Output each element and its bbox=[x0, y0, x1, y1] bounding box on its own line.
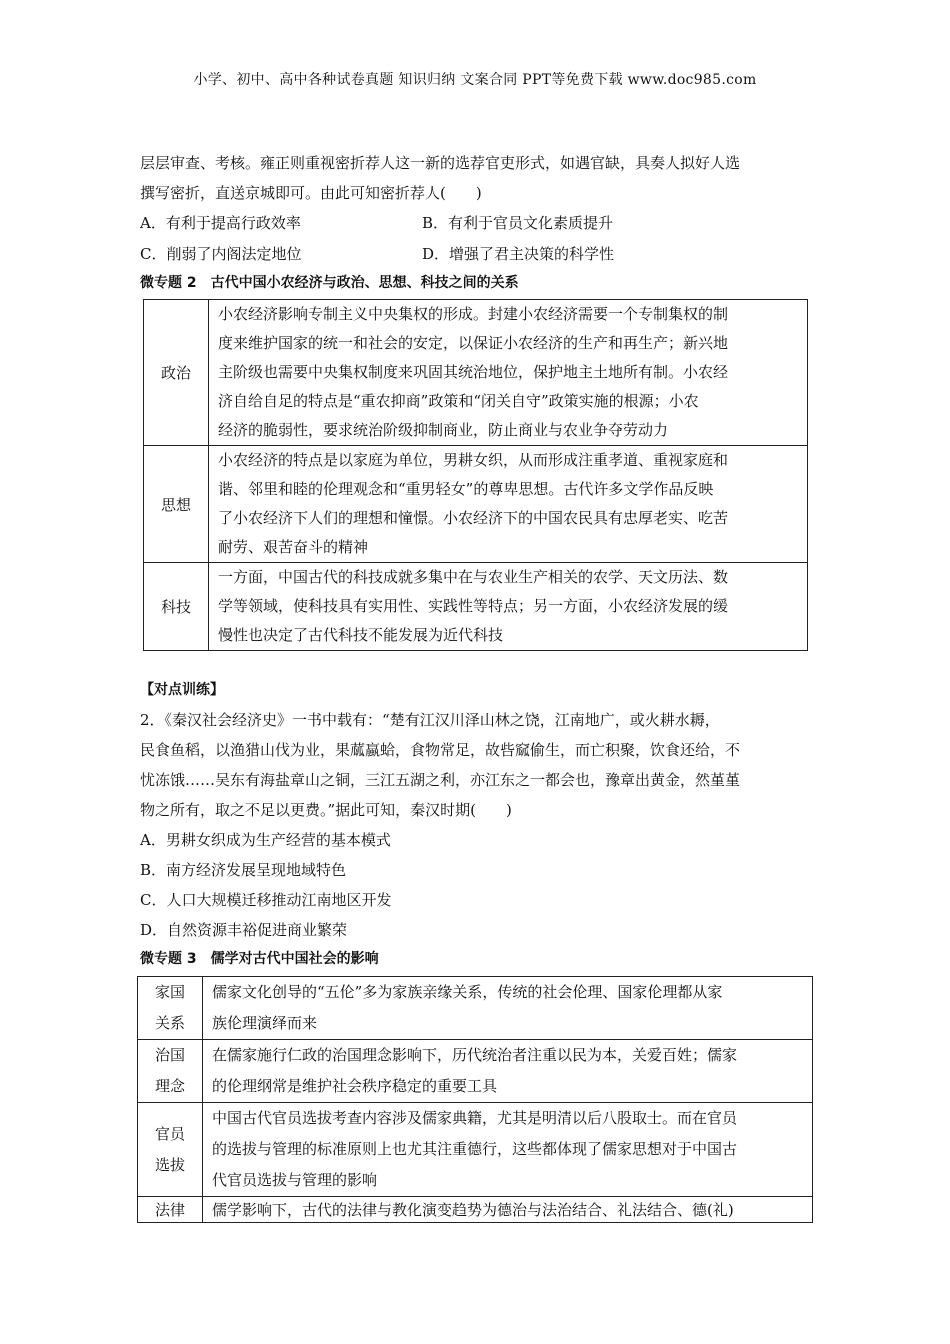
option-b: B．有利于官员文化素质提升 bbox=[422, 214, 614, 232]
row-label bbox=[138, 1103, 203, 1197]
row-line: 谐、邻里和睦的伦理观念和“重男轻女”的尊卑思想。古代许多文学作品反映 bbox=[218, 480, 714, 498]
question-1-line: 撰写密折，直送京城即可。由此可知密折荐人( ) bbox=[140, 184, 482, 202]
option-d: D．增强了君主决策的科学性 bbox=[422, 245, 615, 263]
question-2-line: 2．《秦汉社会经济史》一书中载有：“楚有江汉川泽山林之饶，江南地广，或火耕水耨， bbox=[140, 711, 720, 729]
question-2-line: 物之所有，取之不足以更费。”据此可知，秦汉时期( ) bbox=[140, 801, 512, 819]
row-line: 儒家文化创导的“五伦”多为家族亲缘关系，传统的社会伦理、国家伦理都从家 bbox=[212, 983, 723, 1001]
question-1 bbox=[140, 148, 810, 270]
question-1-options-row bbox=[140, 239, 810, 270]
row-line: 小农经济影响专制主义中央集权的形成。封建小农经济需要一个专制集权的制 bbox=[218, 305, 729, 323]
row-line: 耐劳、艰苦奋斗的精神 bbox=[218, 538, 369, 556]
row-label-line: 官员 bbox=[154, 1124, 185, 1143]
table-row bbox=[138, 1197, 813, 1223]
row-label-line: 理念 bbox=[154, 1077, 185, 1095]
row-label-line: 家国 bbox=[154, 983, 185, 1001]
row-content bbox=[209, 563, 808, 651]
option-a: A．有利于提高行政效率 bbox=[140, 214, 301, 232]
table-row bbox=[138, 1103, 813, 1197]
row-line: 小农经济的特点是以家庭为单位，男耕女织，从而形成注重孝道、重视家庭和 bbox=[218, 451, 729, 469]
row-label: 思想 bbox=[144, 446, 209, 563]
row-content bbox=[209, 300, 808, 446]
table-row bbox=[144, 446, 808, 563]
row-label bbox=[138, 1040, 203, 1103]
topic-3-title: 微专题 3 儒学对古代中国社会的影响 bbox=[140, 951, 379, 967]
row-line: 学等领域，使科技具有实用性、实践性等特点；另一方面，小农经济发展的缓 bbox=[218, 597, 729, 615]
topic-3-table bbox=[137, 976, 813, 1223]
training-section bbox=[140, 675, 810, 945]
row-content bbox=[203, 1103, 813, 1197]
row-label-line: 治国 bbox=[154, 1046, 185, 1064]
row-content bbox=[209, 446, 808, 563]
row-content bbox=[203, 1197, 813, 1223]
row-line: 经济的脆弱性，要求统治阶级抑制商业，防止商业与农业争夺劳动力 bbox=[218, 421, 669, 439]
row-line: 慢性也决定了古代科技不能发展为近代科技 bbox=[218, 626, 504, 644]
row-line: 的伦理纲常是维护社会秩序稳定的重要工具 bbox=[212, 1077, 498, 1095]
table-row bbox=[138, 977, 813, 1040]
row-line: 了小农经济下人们的理想和憧憬。小农经济下的中国农民具有忠厚老实、吃苦 bbox=[218, 509, 729, 527]
row-line: 主阶级也需要中央集权制度来巩固其统治地位，保护地主土地所有制。小农经 bbox=[218, 363, 729, 381]
row-line: 代官员选拔与管理的影响 bbox=[212, 1171, 378, 1189]
option-d: D．自然资源丰裕促进商业繁荣 bbox=[140, 921, 348, 939]
table-row bbox=[138, 1040, 813, 1103]
option-b: B．南方经济发展呈现地域特色 bbox=[140, 861, 347, 879]
question-2-line: 忧冻饿……吴东有海盐章山之铜，三江五湖之利，亦江东之一都会也，豫章出黄金，然堇堇 bbox=[140, 771, 741, 789]
topic-2-table bbox=[143, 299, 808, 651]
option-c: C．削弱了内阁法定地位 bbox=[140, 245, 302, 263]
row-label bbox=[138, 977, 203, 1040]
page-header: 小学、初中、高中各种试卷真题 知识归纳 文案合同 PPT等免费下载 www.doc985.com bbox=[193, 72, 757, 88]
row-line: 度来维护国家的统一和社会的安定，以保证小农经济的生产和再生产；新兴地 bbox=[218, 334, 729, 352]
training-title: 【对点训练】 bbox=[140, 682, 224, 698]
row-line: 在儒家施行仁政的治国理念影响下，历代统治者注重以民为本，关爱百姓；儒家 bbox=[212, 1046, 738, 1064]
row-label: 科技 bbox=[144, 563, 209, 651]
row-label-line: 法律 bbox=[154, 1200, 185, 1219]
row-label: 政治 bbox=[144, 300, 209, 446]
row-label-line: 关系 bbox=[154, 1014, 185, 1032]
row-line: 济自给自足的特点是“重农抑商”政策和“闭关自守”政策实施的根源；小农 bbox=[218, 392, 699, 410]
question-1-line: 层层审查、考核。雍正则重视密折荐人这一新的选荐官吏形式，如遇官缺，具奏人拟好人选 bbox=[140, 154, 741, 172]
row-content bbox=[203, 1040, 813, 1103]
question-2-line: 民食鱼稻，以渔猎山伐为业，果蓏蠃蛤，食物常足，故呰窳偷生，而亡积聚，饮食还给，不 bbox=[140, 741, 741, 759]
row-line: 的选拔与管理的标准原则上也尤其注重德行，这些都体现了儒家思想对于中国古 bbox=[212, 1140, 738, 1158]
row-label-line: 选拔 bbox=[154, 1155, 185, 1174]
row-line: 儒学影响下，古代的法律与教化演变趋势为德治与法治结合、礼法结合、德(礼) bbox=[212, 1200, 734, 1219]
row-content bbox=[203, 977, 813, 1040]
row-line: 中国古代官员选拔考查内容涉及儒家典籍，尤其是明清以后八股取士。而在官员 bbox=[212, 1109, 738, 1127]
table-row bbox=[144, 300, 808, 446]
option-c: C．人口大规模迁移推动江南地区开发 bbox=[140, 891, 392, 909]
row-line: 一方面，中国古代的科技成就多集中在与农业生产相关的农学、天文历法、数 bbox=[218, 568, 729, 586]
table-row bbox=[144, 563, 808, 651]
question-1-options-row bbox=[140, 208, 810, 239]
topic-2-title: 微专题 2 古代中国小农经济与政治、思想、科技之间的关系 bbox=[140, 275, 519, 291]
row-line: 族伦理演绎而来 bbox=[212, 1014, 318, 1032]
row-label bbox=[138, 1197, 203, 1223]
option-a: A．男耕女织成为生产经营的基本模式 bbox=[140, 831, 391, 849]
